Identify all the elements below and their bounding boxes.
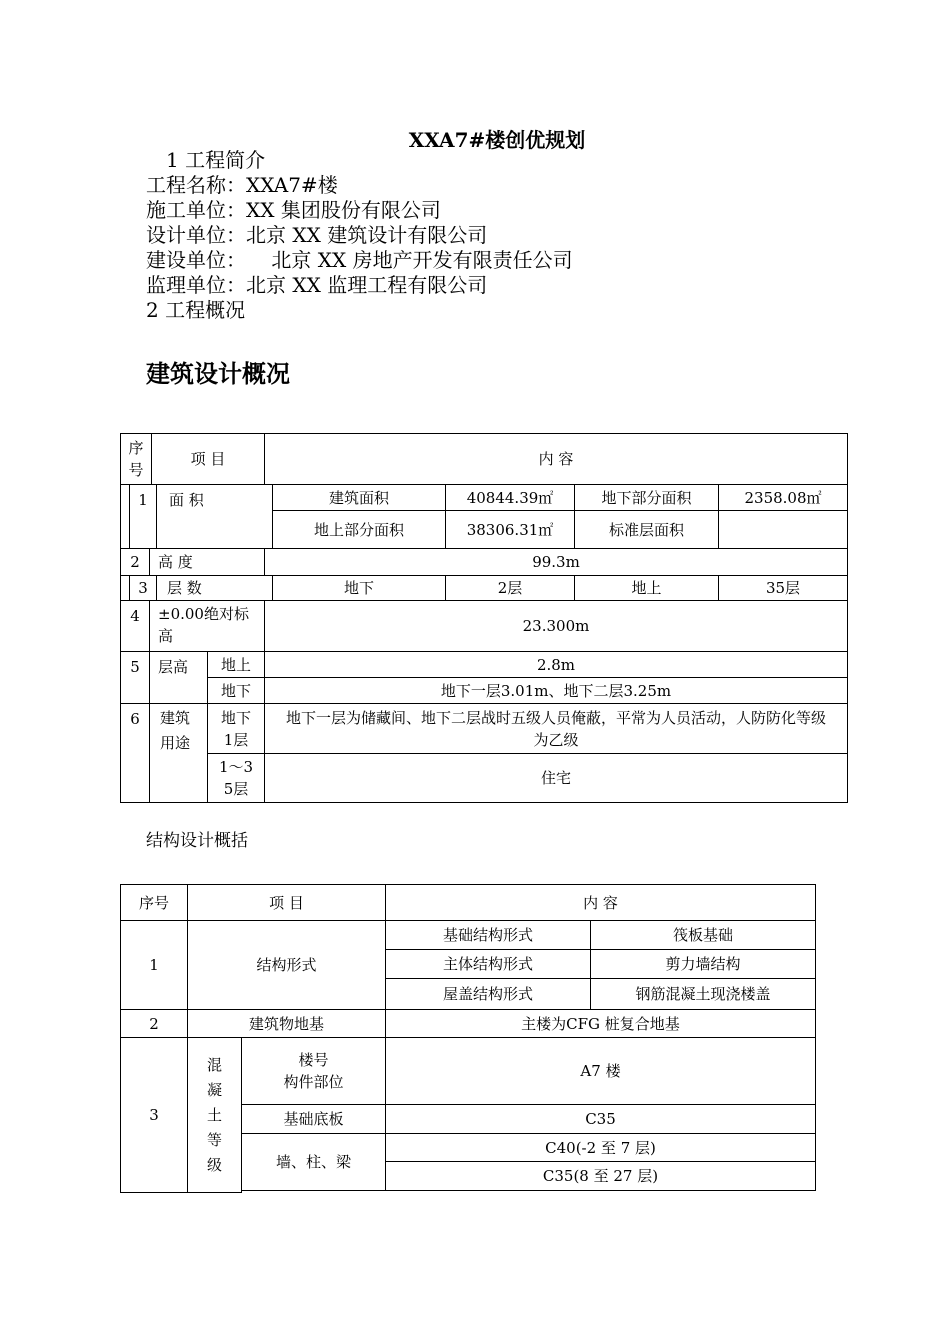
section-2-heading: 2 工程概况: [146, 298, 246, 322]
table-cell-label: 基础底板: [241, 1104, 386, 1134]
table-header-no: 序号: [120, 884, 188, 921]
row-number: 3: [129, 575, 157, 601]
builder-line: 建设单位： 北京 XX 房地产开发有限责任公司: [146, 248, 573, 272]
table-header-item: 项 目: [187, 884, 386, 921]
table-cell-label: 主体结构形式: [385, 949, 591, 979]
table-cell-value: 38306.31㎡: [445, 510, 575, 549]
table-cell-label: 地上: [207, 651, 265, 678]
table-cell-value: 2.8m: [264, 651, 848, 678]
table-cell-label: 基础结构形式: [385, 920, 591, 950]
table-cell-value: 钢筋混凝土现浇楼盖: [590, 978, 816, 1010]
table-cell-value: [718, 510, 848, 549]
row-number: 5: [120, 651, 150, 704]
table-cell-value: 2层: [445, 575, 575, 601]
table-header-content: 内 容: [264, 433, 848, 485]
table-cell-value: 剪力墙结构: [590, 949, 816, 979]
row-number: 1: [129, 484, 157, 549]
table-cell-value: 35层: [718, 575, 848, 601]
row-number: 2: [120, 1009, 188, 1038]
row-item: 结构形式: [187, 920, 386, 1010]
row-number: 2: [120, 548, 150, 576]
row-item: 混凝土等级: [187, 1037, 242, 1193]
table-cell-label: 墙、柱、梁: [241, 1133, 386, 1191]
constructor-line: 施工单位：XX 集团股份有限公司: [146, 198, 441, 222]
designer-line: 设计单位：北京 XX 建筑设计有限公司: [146, 223, 488, 247]
row-number: 6: [120, 703, 150, 803]
row-item: ±0.00绝对标高: [149, 600, 265, 652]
table-cell-value: 地下一层为储藏间、地下二层战时五级人员俺蔽，平常为人员活动，人防防化等级为乙级: [264, 703, 848, 754]
supervisor-line: 监理单位：北京 XX 监理工程有限公司: [146, 273, 488, 297]
table-cell-label: 1～35层: [207, 753, 265, 803]
table-cell-value: C40(-2 至 7 层): [385, 1133, 816, 1162]
table-cell-label: 地下1层: [207, 703, 265, 754]
architecture-heading: 建筑设计概况: [146, 360, 290, 388]
row-item: 层 数: [156, 575, 273, 601]
section-1-heading: 1 工程简介: [166, 148, 266, 172]
row-item: 面 积: [156, 484, 273, 549]
table-cell-value: 23.300m: [264, 600, 848, 652]
table-cell-value: 2358.08㎡: [718, 484, 848, 511]
table-cell-label: 地下部分面积: [574, 484, 719, 511]
component-location-label: 构件部位: [283, 1073, 344, 1091]
table-header-content: 内 容: [385, 884, 816, 921]
table-cell-value: 住宅: [264, 753, 848, 803]
table-header-item: 项 目: [151, 433, 265, 485]
row-number: 3: [120, 1037, 188, 1193]
table-cell-value: C35(8 至 27 层): [385, 1161, 816, 1191]
table-cell-label: 地上部分面积: [272, 510, 446, 549]
table-cell-value: 主楼为CFG 桩复合地基: [385, 1009, 816, 1038]
table-cell-label: 屋盖结构形式: [385, 978, 591, 1010]
table-cell-label: 建筑面积: [272, 484, 446, 511]
structure-heading: 结构设计概括: [146, 831, 248, 851]
row-item: 高 度: [149, 548, 265, 576]
table-cell-value: 筏板基础: [590, 920, 816, 950]
table-cell-label: 地上: [574, 575, 719, 601]
table-cell-value: C35: [385, 1104, 816, 1134]
table-cell-value: 99.3m: [264, 548, 848, 576]
row-item: 层高: [149, 651, 208, 704]
row-item: 建筑用途: [149, 703, 208, 803]
table-cell-value: 40844.39㎡: [445, 484, 575, 511]
table-cell-label: 标准层面积: [574, 510, 719, 549]
table-cell-value: 地下一层3.01m、地下二层3.25m: [264, 677, 848, 704]
table-cell-label: [241, 1037, 386, 1105]
table-cell-value: A7 楼: [385, 1037, 816, 1105]
table-cell-label: 地下: [207, 677, 265, 704]
row-number: 1: [120, 920, 188, 1010]
document-title: XXA7#楼创优规划: [408, 128, 586, 152]
row-number: 4: [120, 600, 150, 652]
table-cell-label: 地下: [272, 575, 446, 601]
table-header-no: 序号: [120, 433, 152, 485]
building-number-label: 楼号: [298, 1051, 329, 1069]
project-name-line: 工程名称：XXA7#楼: [146, 173, 338, 197]
row-item: 建筑物地基: [187, 1009, 386, 1038]
